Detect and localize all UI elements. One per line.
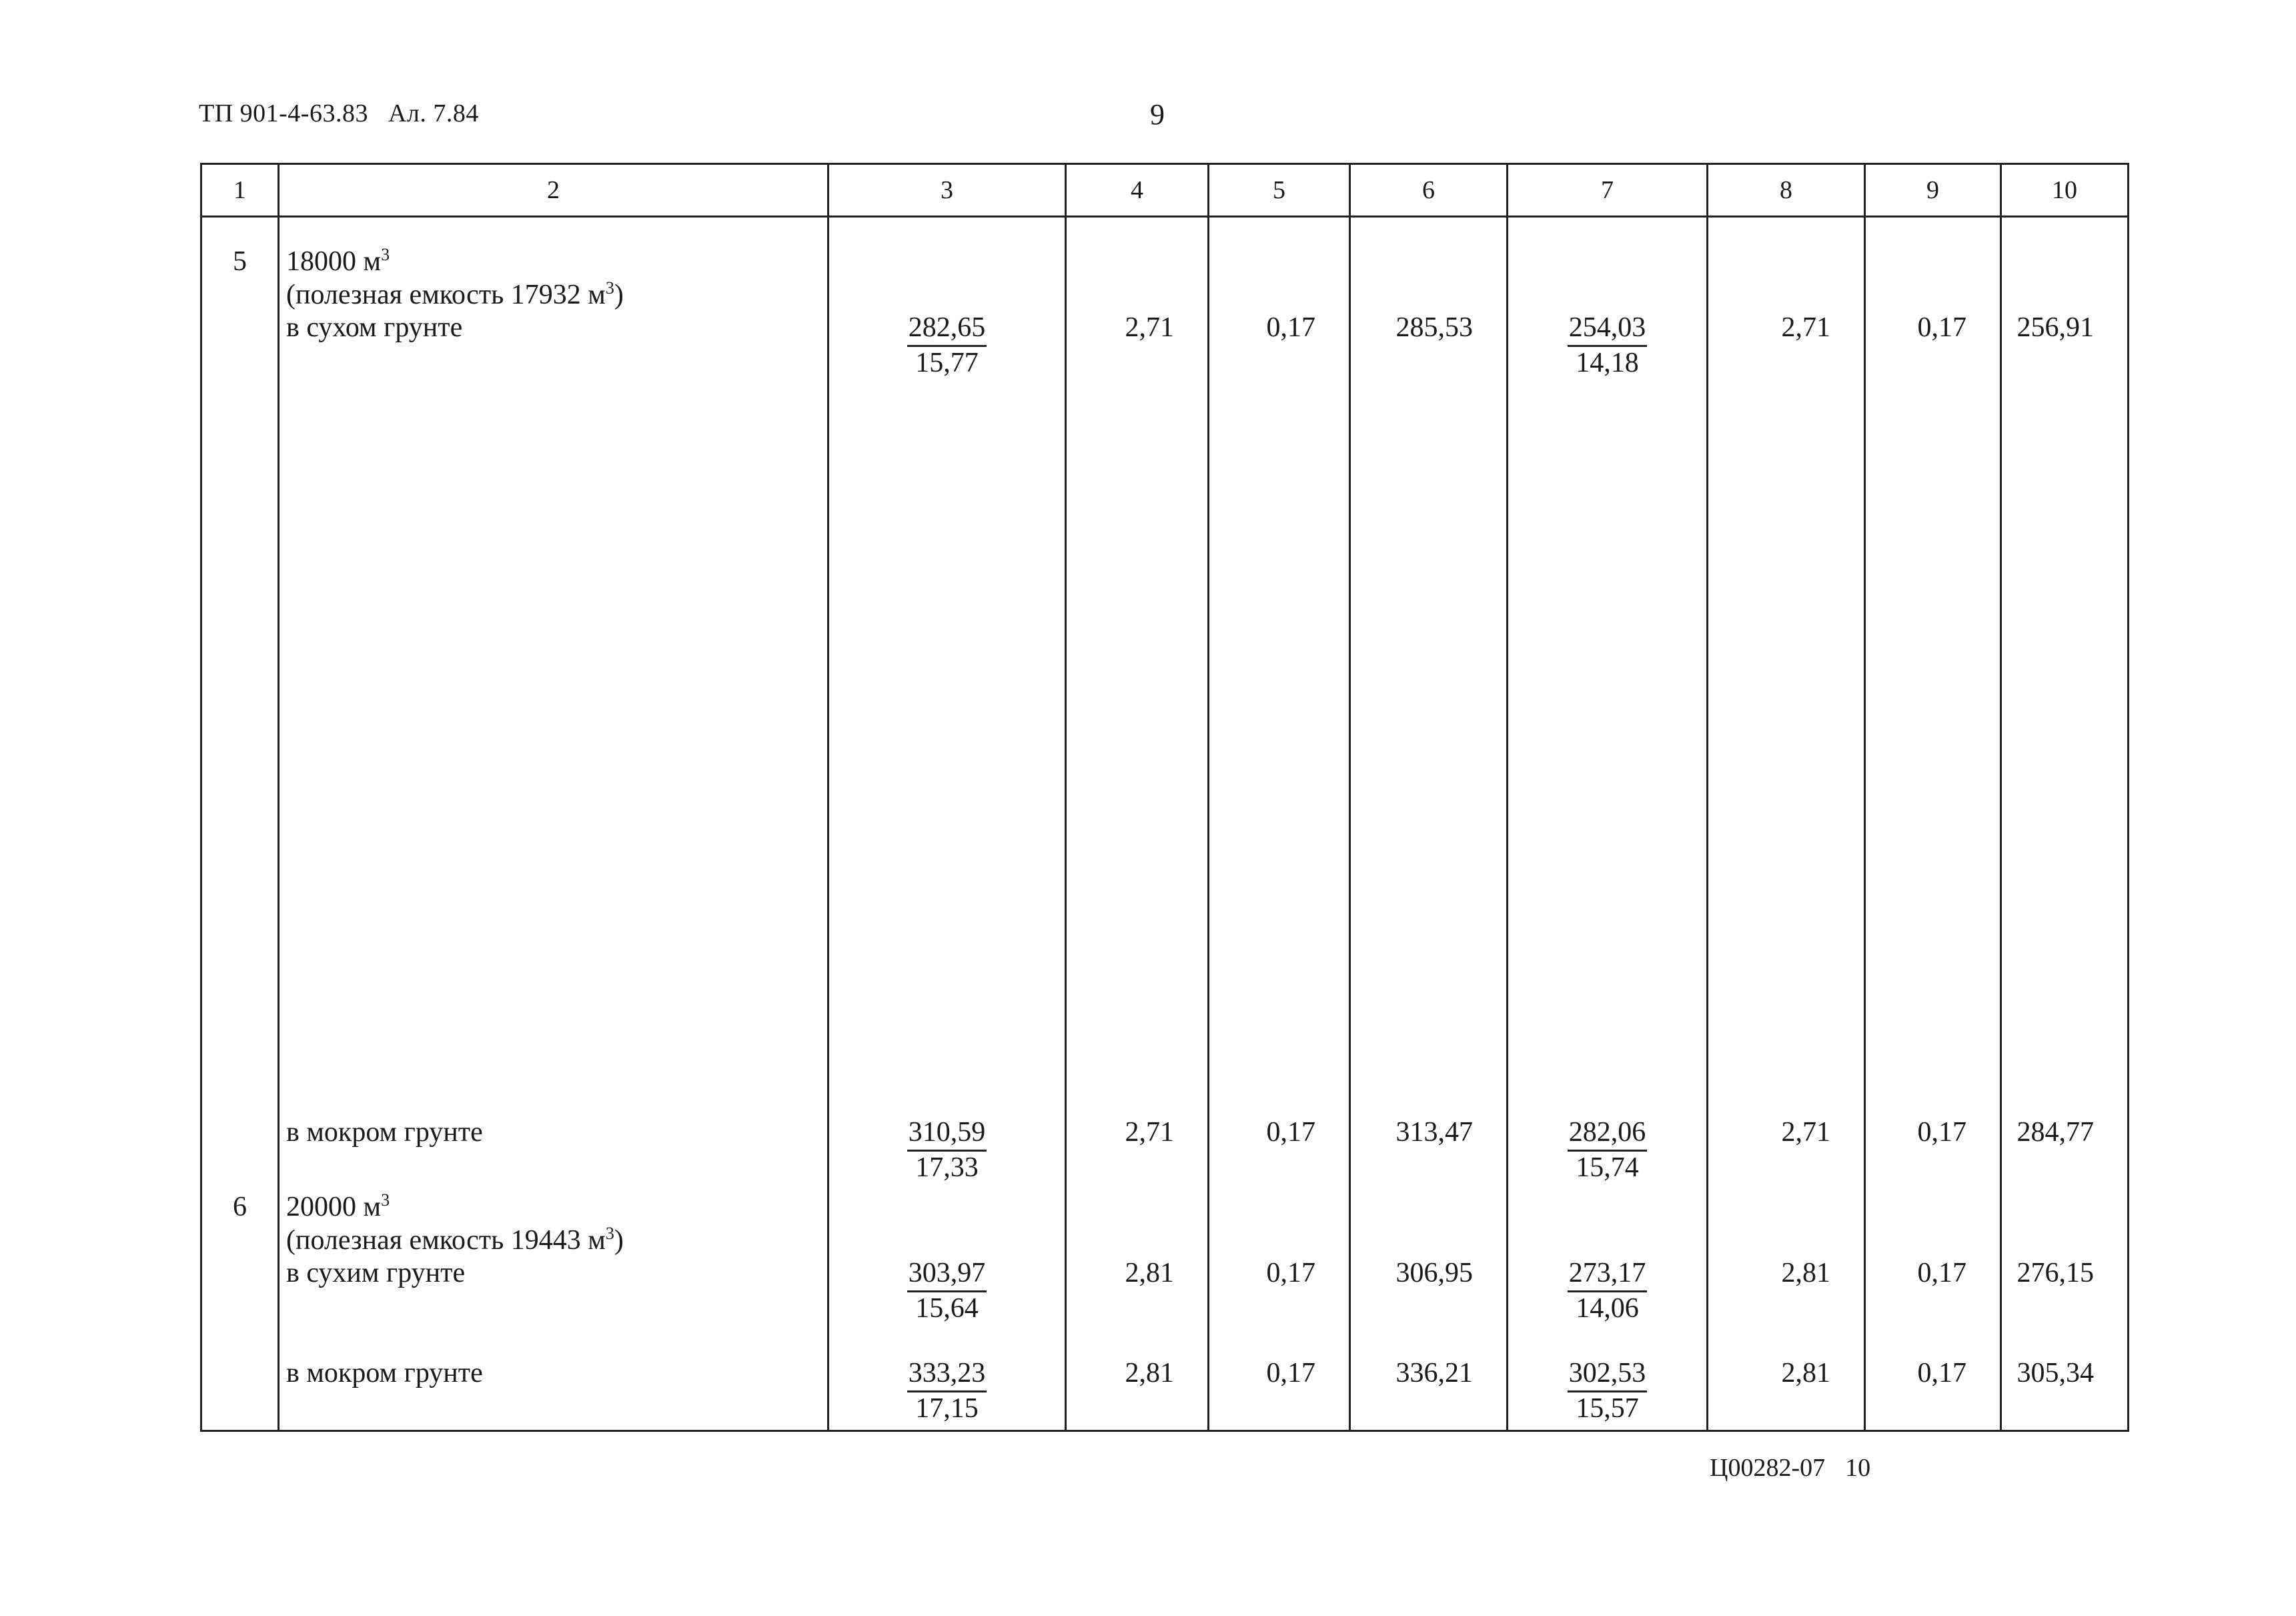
cell-col4 — [1066, 1184, 1209, 1325]
useful-capacity-text: (полезная емкость 19443 м — [286, 1224, 606, 1256]
cell-col8 — [1708, 1184, 1865, 1325]
cell-col6 — [1350, 1184, 1508, 1325]
document-header — [199, 99, 479, 128]
table-row — [201, 1184, 2129, 1325]
cell-col10 — [2001, 1084, 2129, 1184]
fraction-value — [1568, 1116, 1648, 1184]
fraction-denominator: 14,06 — [1576, 1292, 1639, 1324]
empty-cell — [1209, 1426, 1350, 1431]
empty-cell — [1066, 1426, 1209, 1431]
column-header: 4 — [1066, 164, 1209, 217]
fraction-value — [1568, 1257, 1648, 1325]
cell-value: 0,17 — [1266, 312, 1315, 344]
empty-cell — [1350, 1426, 1508, 1431]
item-number-empty — [201, 1325, 279, 1425]
empty-cell — [279, 1426, 828, 1431]
fraction-numerator: 282,65 — [907, 312, 987, 347]
fraction-numerator: 282,06 — [1568, 1116, 1648, 1152]
empty-cell — [1865, 1426, 2001, 1431]
fraction-denominator: 17,33 — [915, 1152, 979, 1183]
cost-table — [200, 163, 2129, 1432]
item-description — [279, 1184, 828, 1325]
item-number: 6 — [201, 1184, 279, 1325]
table-row — [201, 1325, 2129, 1425]
cell-col9 — [1865, 1084, 2001, 1184]
cell-value: 2,81 — [1781, 1258, 1830, 1289]
fraction-value — [907, 1357, 987, 1425]
closing-paren: ) — [614, 279, 624, 310]
cell-value: 2,81 — [1125, 1258, 1174, 1289]
cell-value: 2,71 — [1125, 1117, 1174, 1148]
soil-condition: в сухим грунте — [286, 1258, 466, 1289]
column-header: 1 — [201, 164, 279, 217]
cell-col4 — [1066, 1325, 1209, 1425]
soil-condition: в сухом грунте — [286, 312, 463, 344]
cell-value: 0,17 — [1266, 1358, 1315, 1389]
closing-paren: ) — [614, 1224, 624, 1256]
footer-code: Ц00282-07 — [1710, 1454, 1826, 1482]
fraction-denominator: 15,74 — [1576, 1152, 1639, 1183]
column-header: 5 — [1209, 164, 1350, 217]
column-header: 6 — [1350, 164, 1508, 217]
cell-col9 — [1865, 217, 2001, 1085]
album-number: Ал. 7.84 — [388, 99, 479, 127]
cell-value: 276,15 — [2017, 1258, 2094, 1289]
unit-superscript: 3 — [381, 1190, 390, 1210]
cell-col7 — [1508, 217, 1708, 1085]
cell-col7 — [1508, 1325, 1708, 1425]
column-header: 8 — [1708, 164, 1865, 217]
fraction-numerator: 310,59 — [907, 1116, 987, 1152]
cell-col5 — [1209, 1184, 1350, 1325]
fraction-denominator: 15,57 — [1576, 1392, 1639, 1424]
cell-col10 — [2001, 1325, 2129, 1425]
empty-cell — [1708, 1426, 1865, 1431]
cell-col7 — [1508, 1184, 1708, 1325]
cell-col3 — [828, 1084, 1066, 1184]
cell-col3 — [828, 1325, 1066, 1425]
document-footer — [1710, 1453, 1890, 1483]
cell-value: 0,17 — [1266, 1117, 1315, 1148]
cell-value: 2,81 — [1125, 1358, 1174, 1389]
page-number: 9 — [1150, 98, 1165, 131]
empty-table-space — [201, 1426, 2129, 1431]
fraction-numerator: 254,03 — [1568, 312, 1648, 347]
cell-col4 — [1066, 1084, 1209, 1184]
cell-col6 — [1350, 1325, 1508, 1425]
cell-col9 — [1865, 1325, 2001, 1425]
cell-value: 0,17 — [1917, 1358, 1966, 1389]
fraction-denominator: 15,77 — [915, 347, 979, 378]
fraction-numerator: 333,23 — [907, 1357, 987, 1392]
capacity-text: 20000 м — [286, 1192, 382, 1223]
fraction-numerator: 302,53 — [1568, 1357, 1648, 1392]
fraction-value — [907, 1116, 987, 1184]
fraction-value — [1568, 312, 1648, 380]
fraction-denominator: 15,64 — [915, 1292, 979, 1324]
useful-capacity-text: (полезная емкость 17932 м — [286, 279, 606, 310]
cell-value: 285,53 — [1395, 312, 1473, 344]
cell-value: 2,81 — [1781, 1358, 1830, 1389]
soil-condition: в мокром грунте — [286, 1117, 483, 1148]
item-number: 5 — [201, 217, 279, 1085]
column-header: 9 — [1865, 164, 2001, 217]
cell-col5 — [1209, 217, 1350, 1085]
empty-cell — [2001, 1426, 2129, 1431]
cell-col9 — [1865, 1184, 2001, 1325]
fraction-denominator: 14,18 — [1576, 347, 1639, 378]
item-description — [279, 1325, 828, 1425]
cell-value: 256,91 — [2017, 312, 2094, 344]
column-header: 7 — [1508, 164, 1708, 217]
table-row — [201, 1084, 2129, 1184]
cell-col7 — [1508, 1084, 1708, 1184]
unit-superscript: 3 — [605, 1223, 614, 1243]
cell-col5 — [1209, 1084, 1350, 1184]
fraction-denominator: 17,15 — [915, 1392, 979, 1424]
item-number-empty — [201, 1084, 279, 1184]
cell-value: 2,71 — [1781, 312, 1830, 344]
item-description — [279, 217, 828, 1085]
cell-value: 306,95 — [1395, 1258, 1473, 1289]
empty-cell — [201, 1426, 279, 1431]
item-description — [279, 1084, 828, 1184]
soil-condition: в мокром грунте — [286, 1358, 483, 1389]
cell-value: 284,77 — [2017, 1117, 2094, 1148]
cell-value: 2,71 — [1781, 1117, 1830, 1148]
fraction-numerator: 273,17 — [1568, 1257, 1648, 1292]
cell-col10 — [2001, 217, 2129, 1085]
empty-cell — [1508, 1426, 1708, 1431]
cell-value: 336,21 — [1395, 1358, 1473, 1389]
cell-value: 0,17 — [1917, 312, 1966, 344]
cell-col6 — [1350, 217, 1508, 1085]
table-row — [201, 217, 2129, 1085]
cell-col3 — [828, 217, 1066, 1085]
cell-col6 — [1350, 1084, 1508, 1184]
cell-col10 — [2001, 1184, 2129, 1325]
cell-col8 — [1708, 1325, 1865, 1425]
cell-value: 305,34 — [2017, 1358, 2094, 1389]
cell-col4 — [1066, 217, 1209, 1085]
column-header: 2 — [279, 164, 828, 217]
document-code: ТП 901-4-63.83 — [199, 99, 368, 127]
column-number-row — [201, 164, 2129, 217]
cell-col8 — [1708, 1084, 1865, 1184]
column-header: 10 — [2001, 164, 2129, 217]
unit-superscript: 3 — [605, 278, 614, 298]
cell-col5 — [1209, 1325, 1350, 1425]
fraction-value — [907, 312, 987, 380]
fraction-value — [1568, 1357, 1648, 1425]
cell-value: 2,71 — [1125, 312, 1174, 344]
unit-superscript: 3 — [381, 245, 390, 264]
cell-value: 0,17 — [1917, 1117, 1966, 1148]
cell-value: 313,47 — [1395, 1117, 1473, 1148]
fraction-value — [907, 1257, 987, 1325]
cell-col3 — [828, 1184, 1066, 1325]
cell-col8 — [1708, 217, 1865, 1085]
sheet-number: 10 — [1845, 1454, 1871, 1482]
cell-value: 0,17 — [1266, 1258, 1315, 1289]
cell-value: 0,17 — [1917, 1258, 1966, 1289]
empty-cell — [828, 1426, 1066, 1431]
fraction-numerator: 303,97 — [907, 1257, 987, 1292]
capacity-text: 18000 м — [286, 246, 382, 277]
column-header: 3 — [828, 164, 1066, 217]
